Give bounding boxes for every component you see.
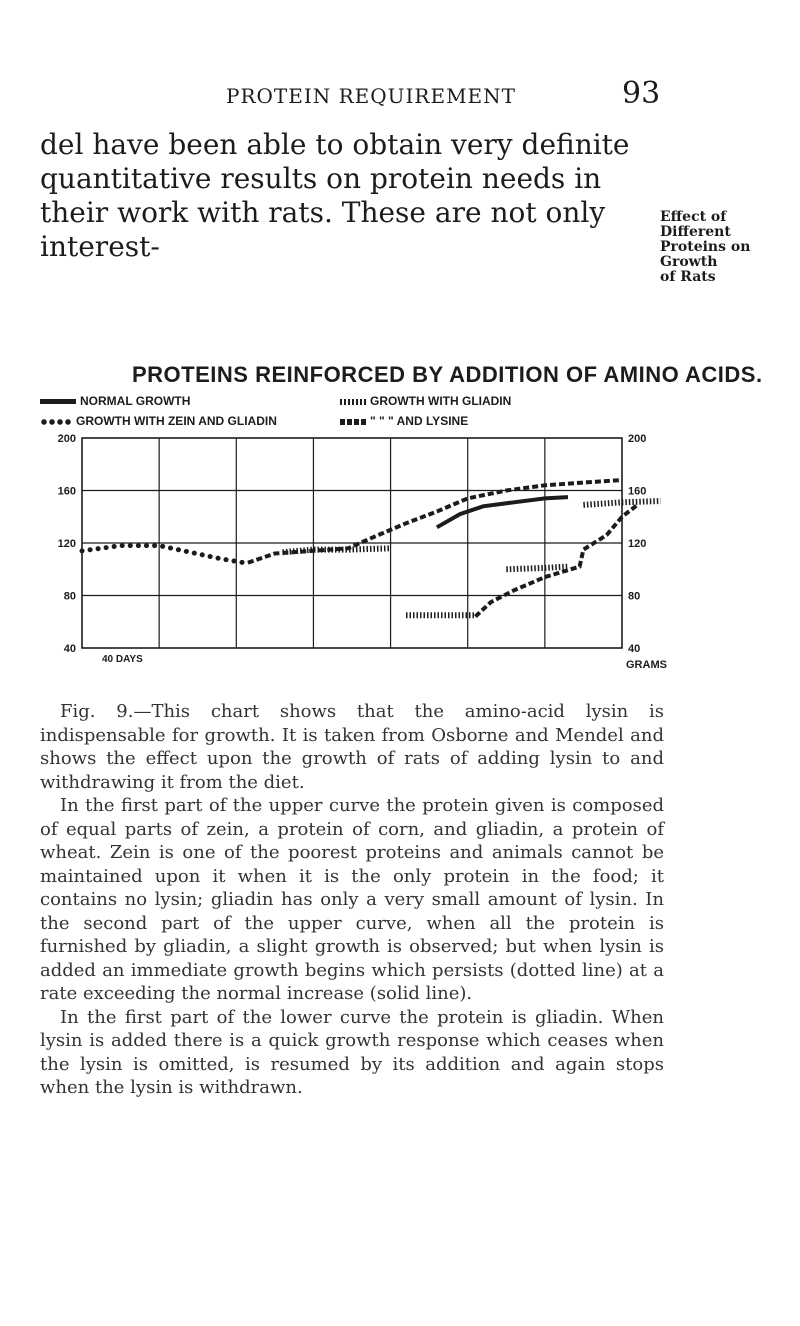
y-tick-label-right: 40 <box>628 643 641 655</box>
figure-caption <box>40 700 664 1100</box>
legend-label: GROWTH WITH ZEIN AND GLIADIN <box>76 414 277 428</box>
margin-note-line: of Rats <box>660 269 716 285</box>
y-tick-label-right: 120 <box>628 538 647 550</box>
body-paragraph: del have been able to obtain very definite quantitative results on protein needs in their work with rats. These are not only interest- <box>40 128 630 263</box>
legend-label: GROWTH WITH GLIADIN <box>370 394 512 408</box>
series-line-gliadin <box>583 501 660 505</box>
series-line-lysine <box>248 480 622 563</box>
legend-item-gliadin <box>340 394 511 408</box>
margin-note <box>660 210 800 285</box>
x-axis-label: 40 DAYS <box>102 654 143 665</box>
y-tick-label-right: 160 <box>628 485 647 498</box>
legend-item-lysine <box>340 414 468 428</box>
running-title: PROTEIN REQUIREMENT <box>226 84 516 108</box>
series-line-gliadin <box>506 567 568 570</box>
growth-chart <box>32 428 672 678</box>
margin-note-line: Growth <box>660 254 718 270</box>
margin-note-line: Effect of <box>660 209 727 225</box>
y-tick-label-left: 200 <box>57 433 76 445</box>
legend-diamonds-swatch <box>340 419 366 425</box>
series-line-zein-gliadin <box>82 546 244 563</box>
chart-svg <box>32 428 672 678</box>
margin-note-line: Proteins on <box>660 239 751 255</box>
y-tick-label-left: 40 <box>63 643 76 655</box>
series-line-lysine <box>475 577 545 616</box>
caption-paragraph: Fig. 9.—This chart shows that the amino-acid lysin is indispensable for growth. It is taken from Osborne and Mendel and shows the effect upon the growth of rats of adding lysin to and withdrawing it from the diet. <box>40 701 664 793</box>
legend-hatched-swatch <box>340 399 366 405</box>
caption-paragraph: In the first part of the upper curve the protein given is composed of equal parts of zein, a protein of corn, and gliadin, a protein of wheat. Zein is one of the poorest proteins and animals cannot be maintained upon it when it is the only protein in the food; it contains no lysin; gliadin has only a very small amount of lysin. In the second part of the upper curve, when all the protein is furnished by gliadin, a slight growth is observed; but when lysin is added an immediate growth begins which persists (dotted line) at a rate exceeding the normal increase (solid line). <box>40 795 664 1004</box>
y-tick-label-left: 120 <box>57 538 76 550</box>
y-axis-label: GRAMS <box>626 659 667 671</box>
running-head <box>0 76 800 114</box>
y-tick-label-right: 200 <box>628 433 647 445</box>
legend-dots-swatch <box>40 419 72 425</box>
figure-title: PROTEINS REINFORCED BY ADDITION OF AMINO ACIDS. <box>132 362 763 387</box>
legend-item-normal <box>40 394 190 408</box>
caption-paragraph: In the first part of the lower curve the protein is gliadin. When lysin is added there is a quick growth response which ceases when the lysin is omitted, is resumed by its addition and again stops when the lysin is withdrawn. <box>40 1006 664 1098</box>
page-number: 93 <box>622 76 661 111</box>
legend-item-zein-gliadin <box>40 414 277 428</box>
y-tick-label-right: 80 <box>628 590 641 603</box>
legend-label: " " " AND LYSINE <box>370 414 469 428</box>
margin-note-line: Different <box>660 224 731 240</box>
y-tick-label-left: 80 <box>63 590 76 603</box>
body-text <box>40 128 650 264</box>
legend-solid-swatch <box>40 399 76 404</box>
y-tick-label-left: 160 <box>57 485 76 498</box>
legend-label: NORMAL GROWTH <box>80 394 191 408</box>
